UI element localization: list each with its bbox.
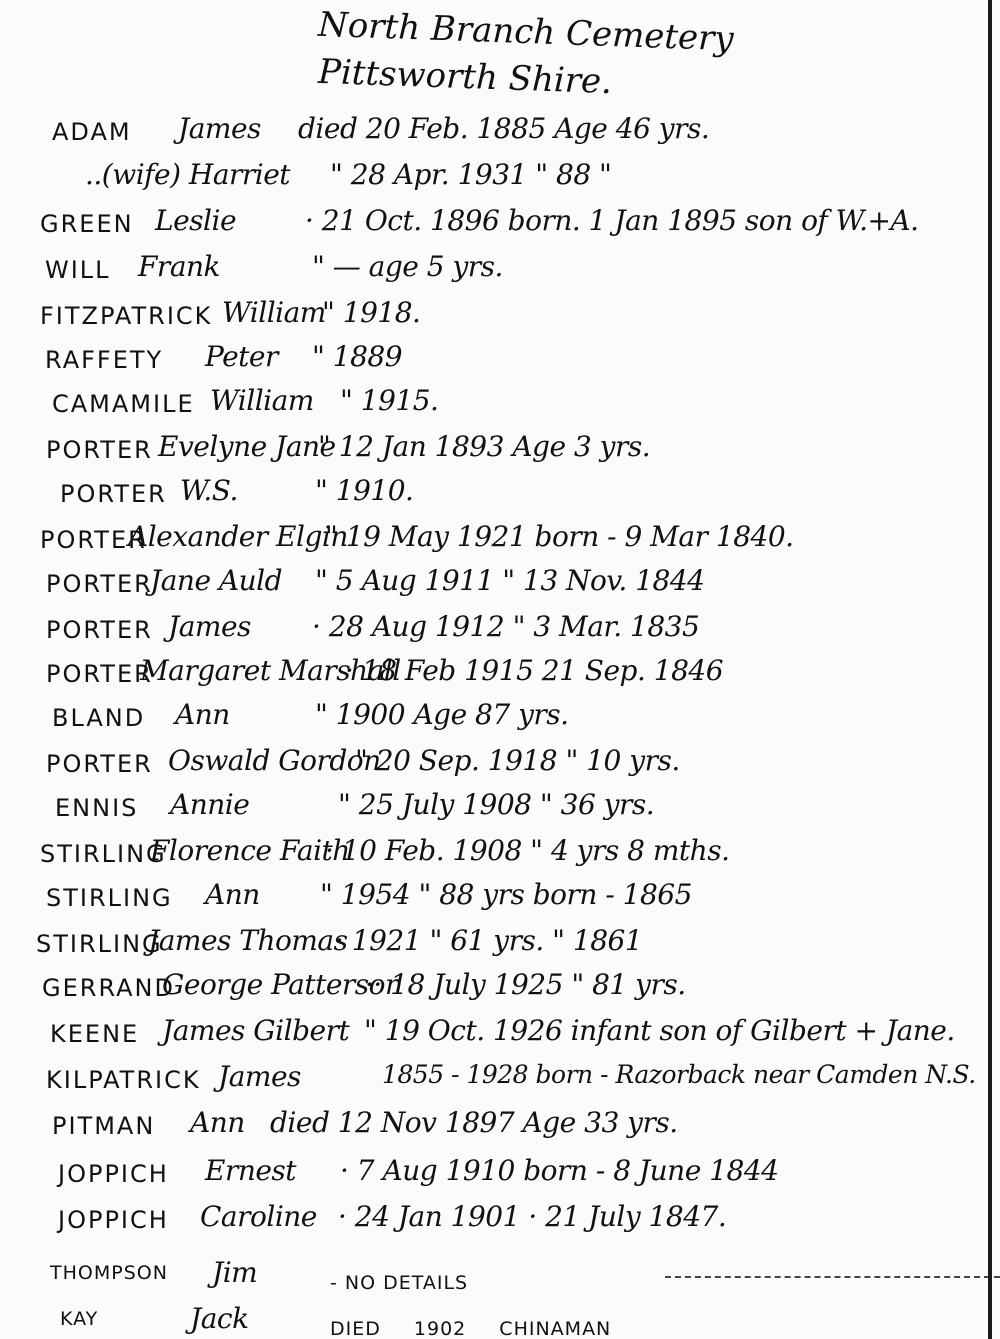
entry-detail: · 18 Feb 1915 21 Sep. 1846	[345, 654, 724, 687]
entry-detail: · 10 Feb. 1908 " 4 yrs 8 mths.	[325, 834, 730, 867]
entry-detail: · 28 Aug 1912 " 3 Mar. 1835	[312, 610, 700, 643]
list-item	[0, 1256, 1000, 1302]
entry-given-name: William	[222, 296, 326, 329]
entry-surname: BLAND	[52, 704, 146, 732]
list-item	[0, 1200, 1000, 1246]
list-item	[0, 1014, 1000, 1060]
entry-surname: PORTER	[46, 570, 153, 598]
entry-given-name: ..(wife) Harriet	[85, 158, 291, 191]
entry-given-name: Frank	[138, 250, 221, 283]
document-title: North Branch Cemetery	[317, 4, 735, 60]
list-item	[0, 204, 1000, 250]
list-item	[0, 1106, 1000, 1152]
entry-surname: PORTER	[60, 480, 167, 508]
entry-surname: THOMPSON	[50, 1262, 168, 1284]
entry-detail: - NO DETAILS	[330, 1272, 469, 1294]
entry-surname: PITMAN	[52, 1112, 156, 1140]
entry-given-name: Jack	[190, 1302, 249, 1335]
list-item	[0, 340, 1000, 386]
entry-given-name: James Gilbert	[162, 1014, 350, 1047]
entry-surname: PORTER	[46, 436, 153, 464]
entry-detail: · 1921 " 61 yrs. " 1861	[335, 924, 643, 957]
entry-surname: GERRAND	[42, 974, 175, 1002]
entry-detail: " 5 Aug 1911 " 13 Nov. 1844	[315, 564, 705, 597]
list-item	[0, 744, 1000, 790]
entry-surname: PORTER	[46, 750, 153, 778]
entry-detail: " 25 July 1908 " 36 yrs.	[338, 788, 655, 821]
entry-given-name: Ernest	[205, 1154, 297, 1187]
list-item	[0, 788, 1000, 834]
entry-detail: " 12 Jan 1893 Age 3 yrs.	[318, 430, 651, 463]
list-item	[0, 610, 1000, 656]
list-item	[0, 430, 1000, 476]
entry-detail: " 1915.	[340, 384, 439, 417]
list-item	[0, 654, 1000, 700]
entry-given-name: Alexander Elgin	[128, 520, 348, 553]
entry-detail: ·· 18 July 1925 " 81 yrs.	[365, 968, 686, 1001]
entry-surname: ADAM	[52, 118, 132, 146]
entry-given-name: W.S.	[180, 474, 238, 507]
entry-given-name: Evelyne Jane	[158, 430, 336, 463]
entry-detail: " 19 May 1921 born - 9 Mar 1840.	[325, 520, 794, 553]
entry-surname: GREEN	[40, 210, 134, 238]
entry-surname: FITZPATRICK	[40, 302, 213, 330]
page-edge	[988, 0, 992, 1339]
entry-given-name: James	[168, 610, 251, 643]
list-item	[0, 968, 1000, 1014]
entry-given-name: Caroline	[200, 1200, 317, 1233]
entry-given-name: Ann	[175, 698, 230, 731]
entry-detail: died 20 Feb. 1885 Age 46 yrs.	[298, 112, 710, 145]
entry-detail: " 20 Sep. 1918 " 10 yrs.	[355, 744, 680, 777]
entry-given-name: George Patterson	[162, 968, 403, 1001]
document-subtitle: Pittsworth Shire.	[317, 51, 613, 103]
entry-surname: KILPATRICK	[46, 1066, 201, 1094]
entry-detail: " 19 Oct. 1926 infant son of Gilbert + Jane.	[364, 1014, 955, 1047]
entry-surname: CAMAMILE	[52, 390, 195, 418]
entry-detail: " 28 Apr. 1931 " 88 "	[330, 158, 612, 191]
entry-surname: RAFFETY	[45, 346, 164, 374]
list-item	[0, 112, 1000, 158]
list-item	[0, 520, 1000, 566]
entry-given-name: William	[210, 384, 314, 417]
entry-surname: WILL	[45, 256, 111, 284]
list-item	[0, 158, 1000, 204]
entry-given-name: Annie	[170, 788, 250, 821]
list-item	[0, 564, 1000, 610]
entry-surname: JOPPICH	[58, 1206, 169, 1234]
entry-detail: " 1918.	[322, 296, 421, 329]
list-item	[0, 878, 1000, 924]
entry-detail: · 24 Jan 1901 · 21 July 1847.	[338, 1200, 727, 1233]
entry-surname: STIRLING	[36, 930, 163, 958]
entry-given-name: Oswald Gordon	[168, 744, 381, 777]
entry-given-name: Leslie	[155, 204, 237, 237]
entry-given-name: Ann	[190, 1106, 245, 1139]
entry-surname: PORTER	[40, 526, 147, 554]
list-item	[0, 384, 1000, 430]
entry-given-name: Ann	[205, 878, 260, 911]
entry-surname: JOPPICH	[58, 1160, 169, 1188]
list-item	[0, 296, 1000, 342]
list-item	[0, 1302, 1000, 1339]
list-item	[0, 250, 1000, 296]
entry-detail: " 1954 " 88 yrs born - 1865	[320, 878, 692, 911]
entry-given-name: Jane Auld	[150, 564, 283, 597]
entry-detail: DIED 1902 CHINAMAN	[330, 1318, 612, 1339]
entry-given-name: James	[218, 1060, 301, 1093]
entry-surname: ENNIS	[55, 794, 139, 822]
entry-given-name: Jim	[212, 1256, 258, 1289]
entry-detail: " — age 5 yrs.	[312, 250, 503, 283]
entry-surname: PORTER	[46, 616, 153, 644]
entry-given-name: Margaret Marshall	[140, 654, 401, 687]
list-item	[0, 834, 1000, 880]
entry-given-name: Florence Faith	[150, 834, 350, 867]
list-item	[0, 698, 1000, 744]
entry-detail: " 1889	[312, 340, 403, 373]
entry-given-name: Peter	[205, 340, 278, 373]
entry-given-name: James	[178, 112, 261, 145]
entry-detail: " 1910.	[315, 474, 414, 507]
entry-detail: 1855 - 1928 born - Razorback near Camden N.S.	[382, 1060, 976, 1089]
list-item	[0, 1154, 1000, 1200]
entry-detail: died 12 Nov 1897 Age 33 yrs.	[270, 1106, 678, 1139]
entry-given-name: James Thomas	[148, 924, 348, 957]
entry-surname: KAY	[60, 1308, 99, 1330]
entry-surname: PORTER	[46, 660, 153, 688]
dashed-divider	[665, 1276, 1000, 1278]
entry-detail: · 7 Aug 1910 born - 8 June 1844	[340, 1154, 779, 1187]
entry-surname: STIRLING	[46, 884, 173, 912]
list-item	[0, 474, 1000, 520]
entry-surname: STIRLING	[40, 840, 167, 868]
list-item	[0, 924, 1000, 970]
entry-surname: KEENE	[50, 1020, 140, 1048]
entry-detail: · 21 Oct. 1896 born. 1 Jan 1895 son of W.+A.	[305, 204, 919, 237]
entry-detail: " 1900 Age 87 yrs.	[315, 698, 569, 731]
list-item	[0, 1060, 1000, 1106]
